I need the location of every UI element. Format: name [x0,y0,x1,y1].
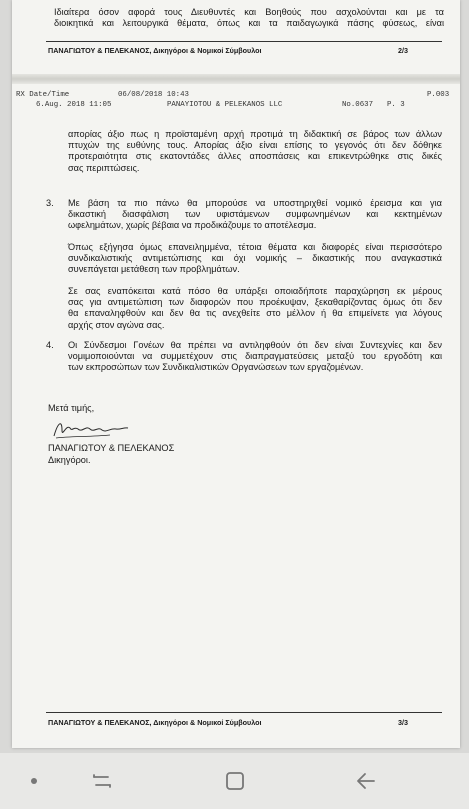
footer-rule-prev [46,41,442,42]
back-icon[interactable] [336,753,396,809]
footer-rule [46,712,442,713]
fax-sender: PANAYIOTOU & PELEKANOS LLC [167,101,283,109]
footer-page: 3/3 [398,718,408,727]
prev-page-text: Ιδιαίτερα όσον αφορά τους Διευθυντές και Βοηθούς που ασχολούνται και με τα διοικητικά και λειτουργικά θέματα, όπως και τα παιδαγωγικά πάσης φύσεως, είναι [54,7,444,29]
home-icon[interactable] [205,753,265,809]
footer-firm-prev: ΠΑΝΑΓΙΩΤΟΥ & ΠΕΛΕΚΑΝΟΣ, Δικηγόροι & Νομικοί Σύμβουλοι [48,46,262,55]
fax-page: P. 3 [387,101,405,109]
fax-page-code: P.003 [427,91,450,99]
footer-page-prev: 2/3 [398,46,408,55]
page-seam [12,74,460,84]
item-4-number: 4. [46,340,54,350]
fax-rx-label: RX Date/Time [16,91,70,99]
dot-icon[interactable] [4,753,64,809]
continuation-paragraph: απορίας άξιο πως η προϊσταμένη αρχή προτιμά τη διδακτική σε βάρος των άλλων πτυχών της ευθύνης τους. Απορίας άξιο είναι επίσης το γεγονός ότι δεν δόθηκε προτεραιότητα στις εκατοντάδες άλλες αποσπάσεις και επικεντρώθηκε στις δικές σας περιπτώσεις. [68,129,442,173]
recent-apps-icon[interactable] [72,753,132,809]
fax-rx-datetime: 06/08/2018 10:43 [118,91,189,99]
navigation-bar [0,753,469,809]
item-3-paragraph-3: Σε σας εναπόκειται κατά πόσο θα υπάρξει οποιαδήποτε παραχώρηση εκ μέρους σας για αντιμετώπιση των διαφορών που προέκυψαν, ξεκαθαρίζοντας όμως ότι δεν θα επαναληφθούν και δεν θα τις ανεχθείτε στο μέλλον ή θα επιμείνετε για λόγους αρχής στον αγώνα σας. [68,286,442,330]
closing-title: Δικηγόροι. [48,455,91,465]
item-3-paragraph-2: Όπως εξήγησα όμως επανειλημμένα, τέτοια θέματα και διαφορές είναι περισσότερο συνδικαλιστικής αντιμετώπισης και όχι νομικής – δικαστικής που αναγκαστικά συνεπάγεται μετάθεση των προβλημάτων. [68,242,442,275]
closing-salutation: Μετά τιμής, [48,403,95,413]
document-page [12,0,460,748]
closing-firm: ΠΑΝΑΓΙΩΤΟΥ & ΠΕΛΕΚΑΝΟΣ [48,443,175,453]
item-3-paragraph-1: Με βάση τα πιο πάνω θα μπορούσε να υποστηριχθεί νομικό έρεισμα και για δικαστική διασφάλιση των υφιστάμενων συμφωνημένων και κεκτημένων ωφελημάτων, χωρίς βέβαια να προδικάζουμε το αποτέλεσμα. [68,198,442,231]
item-3-number: 3. [46,198,54,208]
fax-tx-datetime: 6.Aug. 2018 11:05 [36,101,112,109]
item-4-paragraph: Οι Σύνδεσμοι Γονέων θα πρέπει να αντιληφθούν ότι δεν είναι Συντεχνίες και δεν νομιμοποιούνται να συμμετέχουν στις διαπραγματεύσεις μεταξύ του εργοδότη και των εκπροσώπων των Συνδικαλιστικών Οργανώσεων των εργαζομένων. [68,340,442,373]
footer-firm: ΠΑΝΑΓΙΩΤΟΥ & ΠΕΛΕΚΑΝΟΣ, Δικηγόροι & Νομικοί Σύμβουλοι [48,718,262,727]
fax-number: No.0637 [342,101,374,109]
signature-icon [50,416,132,442]
